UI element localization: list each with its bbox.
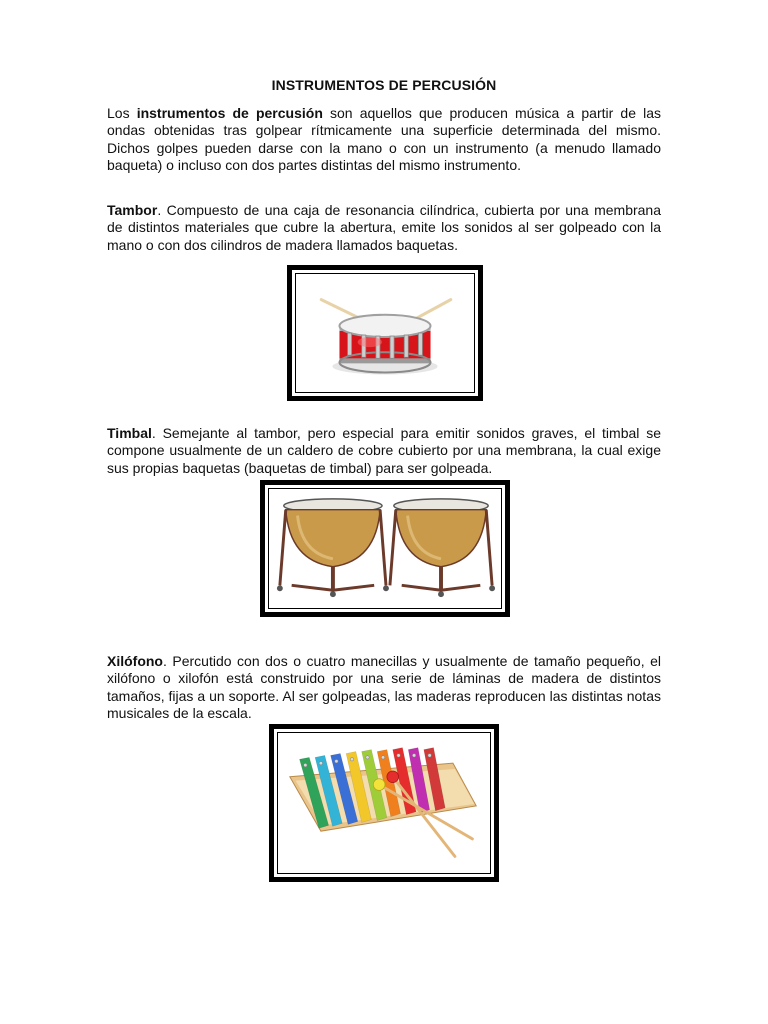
tambor-paragraph: [107, 202, 661, 254]
intro-paragraph: [107, 105, 661, 175]
timbal-term: Timbal: [107, 425, 152, 441]
intro-bold-term: instrumentos de percusión: [136, 105, 323, 121]
timbal-paragraph: [107, 425, 661, 477]
timpani-image: [272, 492, 498, 605]
timpani-image-frame: [260, 480, 510, 617]
intro-lead: Los: [107, 105, 137, 121]
page-title: INSTRUMENTOS DE PERCUSIÓN: [271, 77, 497, 93]
xylophone-image-frame: [269, 724, 499, 882]
tambor-text: . Compuesto de una caja de resonancia cilíndrica, cubierta por una membrana de distintos materiales que cubre la abertura, emite los sonidos al ser golpeado con la mano o con dos cilindros de madera llamados baquetas.: [107, 202, 661, 253]
intro-text: son aquellos que producen música a partir de las ondas obtenidas tras golpear rítmicamente una superficie determinada del mismo. Dichos golpes pueden darse con la mano o con un instrumento (a menudo llamado baqueta) o incluso con dos partes distintas del mismo instrumento.: [107, 105, 661, 174]
xilofono-paragraph: [107, 653, 661, 723]
timbal-text: . Semejante al tambor, pero especial para emitir sonidos graves, el timbal se compone usualmente de un caldero de cobre cubierto por una membrana, la cual exige sus propias baquetas (baquetas de timbal) para ser golpeada.: [107, 425, 661, 476]
drum-image-frame: [287, 265, 483, 401]
tambor-term: Tambor: [107, 202, 158, 218]
drum-image: [299, 277, 471, 389]
xilofono-term: Xilófono: [107, 653, 163, 669]
xilofono-text: . Percutido con dos o cuatro manecillas y usualmente de tamaño pequeño, el xilófono o xilofón está construido por una serie de láminas de madera de distintos tamaños, fijas a un soporte. Al ser golpeadas, las maderas reproducen las distintas notas musicales de la escala.: [107, 653, 661, 722]
xylophone-image: [281, 736, 487, 870]
